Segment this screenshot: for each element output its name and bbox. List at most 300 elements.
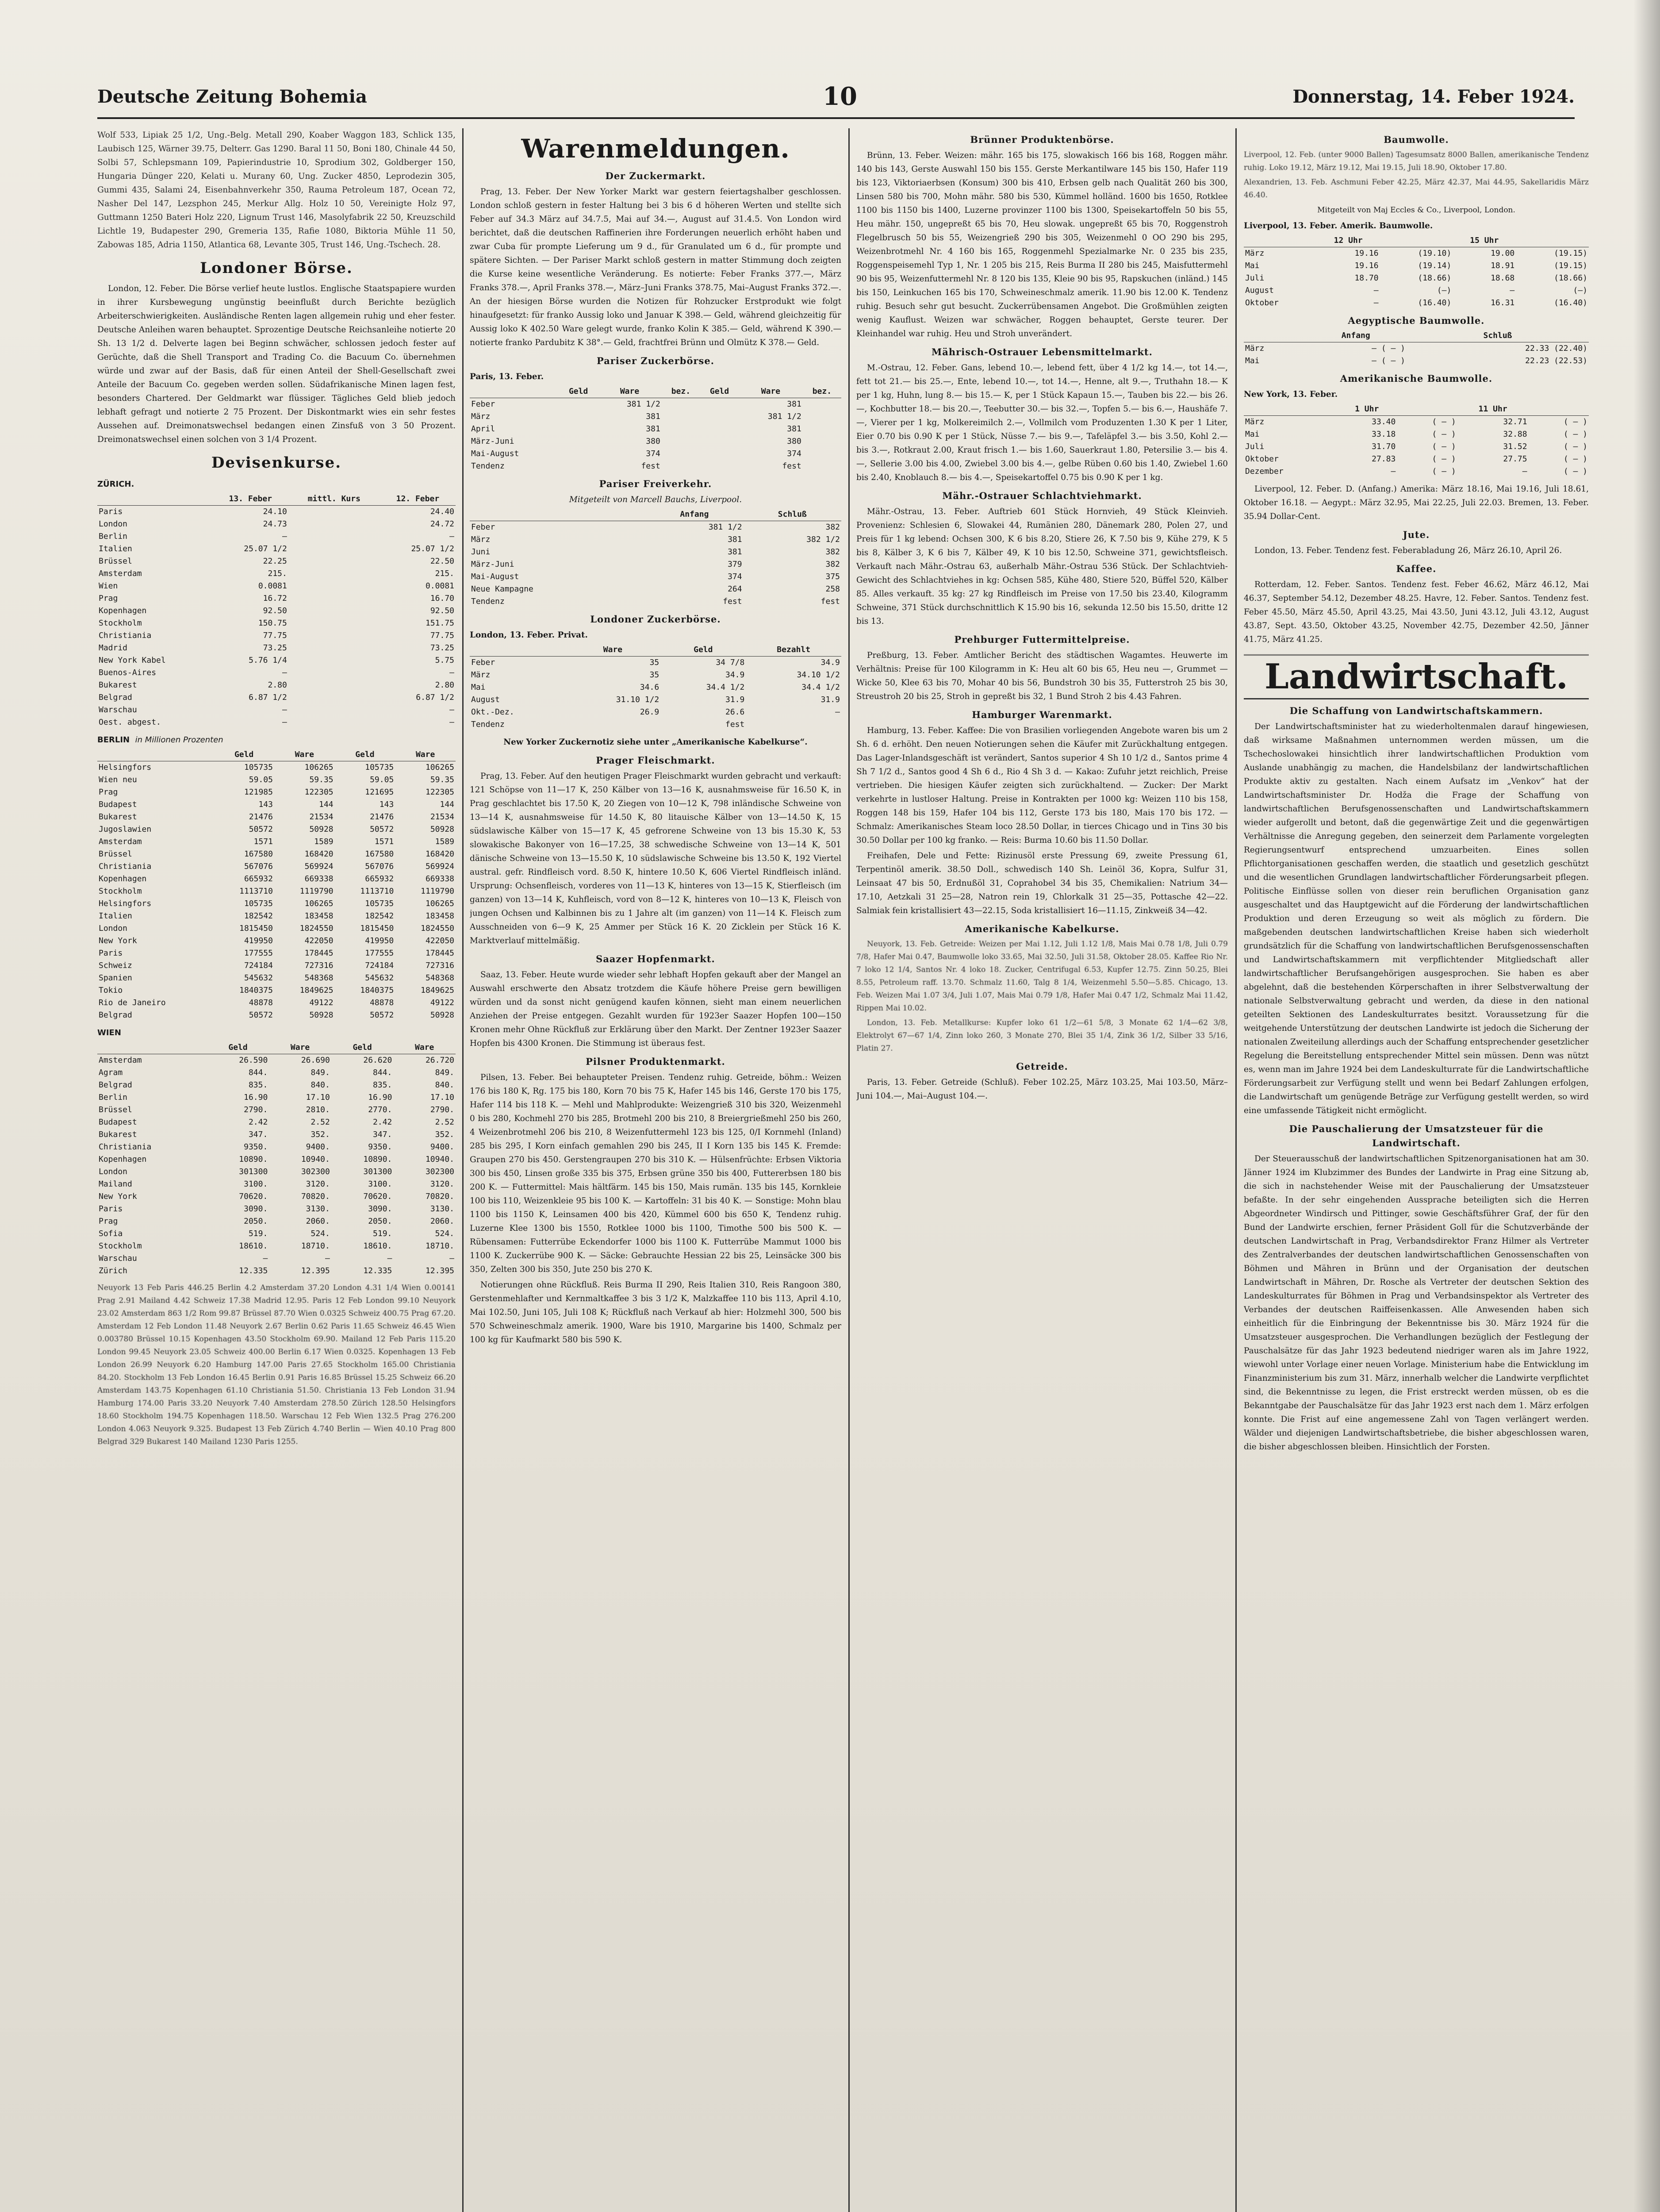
- liverpool-cotton-table: [1244, 234, 1589, 309]
- table-cell: 724184: [365, 961, 394, 970]
- table-cell: Belgrad: [99, 693, 132, 702]
- table-cell: 106265: [425, 763, 454, 772]
- table-cell: (16.40): [1418, 298, 1452, 307]
- table-cell: ( — ): [1563, 417, 1587, 426]
- table-cell: 302300: [301, 1167, 330, 1176]
- table-cell: 381: [646, 412, 660, 421]
- table-header-cell: Ware: [739, 385, 803, 398]
- paris-freight-row: [470, 583, 841, 595]
- table-cell: 59.35: [309, 775, 334, 784]
- table-cell: Brüssel: [99, 1105, 132, 1114]
- table-cell: 2790.: [244, 1105, 268, 1114]
- berlin-rate-row: [97, 885, 456, 898]
- table-cell: 2770.: [368, 1105, 392, 1114]
- table-cell: —: [1522, 467, 1527, 476]
- zurich-rate-row: [97, 506, 456, 518]
- agriculture-article: Der Landwirtschaftsminister hat zu wiederholtenmalen darauf hingewiesen, daß wirksame Maßnahmen unternommen werden müssen, um die Tschechoslowakei hinsichtlich ihrer landwirtschaftlichen Produktion vom Auslande unabhängig zu machen, die Handelsbilanz der landwirtschaftlichen Produkte aktiv zu gestalten. Nach einem Aufsatz im „Venkov“ hat der Landwirtschaftsminister Dr. Hodža die Frage der Schaffung von landwirtschaftlichen Berufsgenossenschaften und Landwirtschaftskammern wieder aufgerollt und betont, daß die gegenwärtige Zeit und die gegenwärtigen Verhältnisse die Anregung gegeben, den seinerzeit dem Parlamente vorgelegten Regierungsentwurf entsprechend umzuarbeiten. Eines sollen Pflichtorganisationen geschaffen werden, die staatlich und gesetzlich geschützt und die wesentlichen Grundlagen landwirtschaftlicher Förderungsarbeit pflegen. Politische Einflüsse sollen von dieser rein beruflichen Organisation ganz ausgeschaltet und das Hauptgewicht auf die Förderung der landwirtschaftlichen Produktion und deren Erzeugung so weit als möglich zu fördern. Die maßgebenden deutschen landwirtschaftlichen Kreise haben sich wiederholt grundsätzlich für die Schaffung von landwirtschaftlichen Berufsgenossenschaften und Landwirtschaftskammern mit verpflichtender Mitgliedschaft aller landwirtschaftlicher Berufsangehörigen ausgesprochen. Sie haben es aber abgelehnt, daß die bestehenden Körperschaften in ihrer Selbstverwaltung der nationale Selbstverwaltung gebracht und werden, da diese in den national geteilten Sektionen des Landeskulturrates besitzt. Voraussetzung für die weitgehende Unterstützung der deutschen Landwirte ist jedoch die Sicherung der nationalen Zweiteilung allerdings auch der Schaffung entsprechender gesetzlicher Regelung die Bereitstellung entsprechender Mittel sein müssen. Denn was nützt es, wenn man im Jahre 1924 bei dem Landeskulturrate für die Landwirtschaftliche Förderungsarbeit zur Verfügung stellt und wenn bei Bedarf Zahlungen erfolgen, die Landwirtschaft um genügende Beträge zur Verfügung gestellt werden, so wird eine umfassende Tätigkeit nicht ermöglicht.: [1244, 722, 1589, 1115]
- table-cell: —: [449, 705, 454, 714]
- table-cell: — ( — ): [1372, 344, 1405, 353]
- table-cell: 77.75: [263, 631, 287, 640]
- table-cell: 3120.: [306, 1179, 330, 1189]
- table-cell: fest: [725, 720, 745, 729]
- liverpool-cotton-report: Liverpool, 12. Feber. D. (Anfang.) Amerika: März 18.16, Mai 19.16, Juli 18.61, Oktober 16.18. — Aegypt.: März 32.95, Mai 22.25, Juli 22.03. Bremen, 13. Feber. 35.94 Dollar-Cent.: [1244, 484, 1589, 521]
- metals-report: London, 13. Feb. Metallkurse: Kupfer loko 61 1/2—61 5/8, 3 Monate 62 1/4—62 3/8, Elektrolyt 67—67 1/4, Zinn loko 260, 3 Monate 270, Blei 35 1/4, Zink 36 1/2, Silber 33 5/16, Platin 27.: [856, 1018, 1228, 1053]
- brno-exchange-heading: Brünner Produktenbörse.: [970, 134, 1114, 145]
- ny-cotton-row: [1244, 453, 1589, 465]
- table-cell: 48878: [249, 998, 273, 1007]
- table-cell: [565, 718, 661, 731]
- table-cell: [559, 411, 598, 423]
- table-cell: 143: [258, 800, 273, 809]
- table-cell: 178445: [425, 949, 454, 958]
- table-header-cell: Anfang: [645, 508, 743, 521]
- paris-sugar-row: [470, 460, 841, 472]
- table-header-cell: Geld: [207, 1041, 269, 1054]
- table-cell: [559, 460, 598, 472]
- table-cell: 26.620: [363, 1056, 392, 1065]
- table-cell: [288, 667, 380, 679]
- table-cell: [288, 518, 380, 530]
- table-cell: 182542: [365, 911, 394, 921]
- table-cell: 665932: [244, 874, 273, 883]
- table-cell: 524.: [435, 1229, 454, 1238]
- table-cell: 3090.: [244, 1204, 268, 1214]
- table-cell: 177555: [365, 949, 394, 958]
- table-cell: 16.70: [430, 594, 454, 603]
- table-cell: [803, 435, 841, 448]
- table-cell: 27.83: [1372, 454, 1396, 464]
- table-cell: 1113710: [360, 887, 394, 896]
- table-cell: 1849625: [299, 986, 334, 995]
- foreign-exchange-quotes: Neuyork 13 Feb Paris 446.25 Berlin 4.2 Amsterdam 37.20 London 4.31 1/4 Wien 0.00141 Prag 2.91 Mailand 4.42 Schweiz 17.38 Madrid 12.95. Paris 12 Feb London 99.10 Neuyork 23.02 Amsterdam 863 1/2 Rom 99.87 Brüssel 87.70 Wien 0.0325 Schweiz 400.75 Prag 67.20. Amsterdam 12 Feb London 11.48 Neuyork 2.67 Berlin 0.62 Paris 11.65 Schweiz 46.45 Wien 0.003780 Brüssel 10.15 Kopenhagen 43.50 Stockholm 69.90. Mailand 12 Feb Paris 115.20 London 99.45 Neuyork 23.05 Schweiz 400.00 Berlin 6.17 Wien 0.0325. Kopenhagen 13 Feb London 26.99 Neuyork 6.20 Hamburg 147.00 Paris 27.65 Stockholm 165.00 Christiania 84.20. Stockholm 13 Feb London 16.45 Berlin 0.91 Paris 16.85 Brüssel 15.25 Schweiz 66.20 Amsterdam 143.75 Kopenhagen 61.10 Christiania 51.50. Christiania 13 Feb London 31.94 Hamburg 174.00 Paris 33.20 Neuyork 7.40 Amsterdam 278.50 Zürich 128.50 Helsingfors 18.60 Stockholm 194.75 Kopenhagen 118.50. Warschau 12 Feb Wien 132.5 Prag 276.200 London 4.063 Neuyork 9.325. Budapest 13 Feb Zürich 4.740 Berlin — Wien 40.10 Prag 800 Belgrad 329 Bukarest 140 Mailand 1230 Paris 1255.: [97, 1283, 456, 1446]
- table-cell: [288, 642, 380, 654]
- berlin-rate-row: [97, 836, 456, 848]
- table-cell: 183458: [425, 911, 454, 921]
- berlin-title: BERLIN: [97, 735, 130, 745]
- table-cell: —: [835, 707, 840, 717]
- agriculture-section-title: Landwirtschaft.: [1244, 654, 1589, 699]
- brno-exchange-report: Brünn, 13. Feber. Weizen: mähr. 165 bis 175, slowakisch 166 bis 168, Roggen mähr. 140 bis 143, Gerste Auswahl 150 bis 155. Gerste Merkantilware 145 bis 150, Hafer 119 bis 123, Viktoriaerbsen (Konsum) 300 bis 410, Erbsen gelb nach Qualität 260 bis 300, Linsen 580 bis 700, Mohn mähr. 580 bis 530, Kümmel holländ. 1600 bis 1650, Rotklee 1100 bis 1150 bis 1400, Luzerne provinzer 1100 bis 1300, Speisekartoffeln 50 bis 55, Heu mähr. 150, ungepreßt 65 bis 70, Heu slowak. ungepreßt 65 bis 70, Roggenstroh Flegelbrusch 50 bis 55, Weizengrieß 290 bis 305, Weizenmehl 0 OO 290 bis 295, Weizenbrotmehl Nr. 4 160 bis 165, Roggenmehl Spezialmarke Nr. 0 235 bis 235, Roggenspeisemehl Typ 1, Nr. 1 205 bis 215, Reis Burma II 280 bis 245, Maisfuttermehl 90 bis 95, Weizenfuttermehl Nr. 8 120 bis 135, Kleie 90 bis 95, Rapskuchen (inländ.) 145 bis 150, Leinkuchen 165 bis 170, Schweineschmalz amerik. 11.90 bis 12.00 K. Tendenz ruhig. Besuch sehr gut besucht. Zuckerrübensamen Angebot. Die Großmühlen zeigten wenig Kauflust. Weizen war schwächer, Roggen behauptet, Gerste teurer. Der Kleinhandel war ruhig. Heu und Stroh unverändert.: [856, 151, 1228, 338]
- column-3: [856, 128, 1228, 2212]
- table-cell: 215.: [435, 569, 454, 578]
- table-cell: 301300: [239, 1167, 268, 1176]
- table-cell: 49122: [309, 998, 334, 1007]
- table-cell: März: [1245, 249, 1265, 258]
- table-cell: Prag: [99, 594, 118, 603]
- table-cell: [803, 411, 841, 423]
- table-cell: [288, 704, 380, 716]
- table-cell: 569924: [304, 862, 334, 871]
- table-header-cell: bez.: [803, 385, 841, 398]
- table-cell: fest: [723, 597, 742, 606]
- table-cell: —: [449, 718, 454, 727]
- table-cell: 168420: [425, 849, 454, 859]
- table-cell: 1849625: [421, 986, 454, 995]
- table-cell: 144: [319, 800, 334, 809]
- table-cell: 0.0081: [425, 581, 454, 591]
- zurich-rate-row: [97, 654, 456, 667]
- sugar-market-report: Prag, 13. Feber. Der New Yorker Markt war gestern feiertagshalber geschlossen. London schloß gestern in fester Haltung bei 3 bis 6 d höheren Werten und stellte sich Feber auf 34.3 März auf 34.7.5, Mai auf 34.—, August auf 31.4.5. Von London wird berichtet, daß die deutschen Raffinerien ihre Forderungen neuerlich erhöht haben und zwar Cuba für prompte Lieferung um 9 d., für Granulated um 6 d., für prompte und spätere Sichten. — Der Pariser Markt schloß gestern in matter Stimmung doch zeigten die Kurse keine wesentliche Veränderung. Es notierte: Feber Franks 377.—, März Franks 378.—, April Franks 378.—, März–Juni Franks 378.75, Mai–August Franks 372.—. An der hiesigen Börse wurden die Notizen für Rohzucker Erstprodukt wie folgt hinaufgesetzt: für franko Aussig loko und Januar K 398.— Geld, während gleichzeitig für Aussig loko K 402.50 Ware gelegt wurde, franko Kolin K 385.— Geld, während K 390.— notierte franko Pardubitz K 38°.— Geld, frachtfrei Brünn und Olmütz K 378.— Geld.: [470, 187, 841, 347]
- fodder-prices-report: Preßburg, 13. Feber. Amtlicher Bericht des städtischen Wagamtes. Heuwerte im Verhältnis: Preise für 100 Kilogramm in K: Heu alt 60 bis 65, Heu neu —, Grummet — Wicke 50, Klee 63 bis 70, Mohar 40 bis 56, Bundstroh 30 bis 35, Futterstroh 25 bis 30, Streustroh 20 bis 25, Stroh in gepreßt bis 32, 1 Bund Stroh 2 bis 4.43 Fahren.: [856, 651, 1228, 701]
- american-cable-heading: Amerikanische Kabelkurse.: [965, 923, 1119, 934]
- table-header-cell: Ware: [598, 385, 662, 398]
- table-cell: Amsterdam: [99, 837, 142, 846]
- table-cell: 382: [825, 560, 840, 569]
- wien-rate-row: [97, 1067, 456, 1079]
- table-cell: [662, 460, 700, 472]
- table-cell: Belgrad: [99, 1080, 132, 1090]
- table-header-cell: Ware: [274, 749, 335, 761]
- table-cell: fest: [782, 461, 801, 471]
- ny-cotton-row: [1244, 465, 1589, 478]
- table-cell: 1113710: [239, 887, 273, 896]
- london-exchange-heading: Londoner Börse.: [200, 259, 353, 277]
- table-cell: fest: [641, 461, 660, 471]
- berlin-rate-row: [97, 947, 456, 960]
- table-cell: 669338: [425, 874, 454, 883]
- paris-freight-row: [470, 595, 841, 608]
- table-header-cell: [1380, 234, 1453, 247]
- table-cell: 12.395: [425, 1266, 454, 1275]
- table-cell: 835.: [373, 1080, 392, 1090]
- table-cell: 167580: [244, 849, 273, 859]
- ostrava-food-report: M.-Ostrau, 12. Feber. Gans, lebend 10.—, lebend fett, über 4 1/2 kg 14.—, tot 14.—, fett tot 21.— bis 25.—, Ente, lebend 10.—, tot 14.—, Henne, alt 9.—, Truthahn 18.— K per 1 kg, Huhn, lung 8.— bis 15.— K, per 1 Stück Kapaun 15.—, Tauben bis 22.— bis 26.—, Kochbutter 18.— bis 20.—, Teebutter 30.— bis 32.—, Topfen 5.— bis 6.—, Haushäfe 7.—, Vierer per 1 kg, Molkereimilch 2.—, Vollmilch vom Produzenten 1.30 K per 1 Liter, Eier 0.70 bis 0.90 K per 1 Stück, Nüsse 7.— bis 9.—, Tafeläpfel 3.— bis 3.50, Kohl 2.— bis 3.—, Rotkraut 2.00, Kraut frisch 1.— bis 1.60, Sauerkraut 1.80, Petersilie 3.— bis 4.—, Sellerie 3.00 bis 4.00, Zwiebel 3.00 bis 4.—, gelbe Rüben 0.60 bis 1.40, Zwiebel 1.60 bis 2.40, Knoblauch 8.— bis 4.—, Speisekartoffel 0.75 bis 0.90 K per 1 kg.: [856, 363, 1228, 482]
- table-cell: Agram: [99, 1068, 123, 1077]
- zurich-rate-row: [97, 543, 456, 555]
- table-cell: Christiania: [99, 631, 152, 640]
- liverpool-cotton-note: Liverpool, 12. Feb. (unter 9000 Ballen) Tagesumsatz 8000 Ballen, amerikanische Tendenz ruhig. Loko 19.12, März 19.12, Mai 19.15, Juli 18.90, Oktober 17.80.: [1244, 150, 1589, 172]
- hops-market-heading: Saazer Hopfenmarkt.: [596, 953, 715, 964]
- table-header-cell: [470, 385, 559, 398]
- wien-rate-row: [97, 1190, 456, 1203]
- meat-market-heading: Prager Fleischmarkt.: [596, 755, 715, 766]
- table-cell: 70620.: [239, 1192, 268, 1201]
- table-header-cell: 12 Uhr: [1317, 234, 1380, 247]
- table-cell: —: [1373, 298, 1379, 307]
- table-cell: Brüssel: [99, 849, 132, 859]
- paris-sugar-date: Paris, 13. Feber.: [470, 372, 544, 381]
- ny-sugar-note: New Yorker Zuckernotiz siehe unter „Amerikanische Kabelkurse“.: [503, 737, 808, 747]
- wien-rate-row: [97, 1091, 456, 1104]
- table-cell: London: [99, 924, 128, 933]
- table-cell: Stockholm: [99, 1241, 142, 1251]
- table-cell: (19.10): [1418, 249, 1452, 258]
- table-cell: April: [471, 424, 495, 434]
- zurich-rate-row: [97, 642, 456, 654]
- table-cell: 1119790: [421, 887, 454, 896]
- paris-freight-heading: Pariser Freiverkehr.: [599, 478, 712, 489]
- table-cell: 18.70: [1354, 273, 1379, 283]
- table-cell: ( — ): [1432, 417, 1456, 426]
- table-cell: [803, 460, 841, 472]
- table-cell: 18610.: [363, 1241, 392, 1251]
- table-cell: 34.9: [820, 658, 840, 667]
- liverpool-cotton-row: [1244, 247, 1589, 260]
- table-cell: 2060.: [306, 1217, 330, 1226]
- berlin-rates-table: [97, 749, 456, 1022]
- table-cell: —: [1373, 286, 1379, 295]
- table-header-cell: Ware: [269, 1041, 331, 1054]
- table-cell: [662, 398, 700, 411]
- table-cell: 548368: [425, 973, 454, 983]
- table-cell: Berlin: [99, 532, 128, 541]
- paris-freight-row: [470, 546, 841, 558]
- table-cell: (—): [1573, 286, 1587, 295]
- table-header-cell: bez.: [662, 385, 700, 398]
- liverpool-cotton-row: [1244, 284, 1589, 297]
- table-cell: 22.23 (22.53): [1525, 356, 1587, 365]
- zurich-rate-row: [97, 716, 456, 729]
- table-cell: 35: [649, 658, 659, 667]
- table-cell: [700, 460, 739, 472]
- table-header-cell: [97, 493, 213, 506]
- table-cell: 22.33 (22.40): [1525, 344, 1587, 353]
- table-cell: 16.72: [263, 594, 287, 603]
- table-cell: Italien: [99, 544, 132, 553]
- table-cell: 177555: [244, 949, 273, 958]
- table-cell: Italien: [99, 911, 132, 921]
- paris-freight-note: Mitgeteilt von Marcell Bauchs, Liverpool.: [569, 495, 742, 504]
- table-cell: [700, 411, 739, 423]
- london-sugar-row: [470, 681, 841, 694]
- column-rule: [848, 128, 850, 2212]
- table-cell: 19.16: [1354, 261, 1379, 270]
- table-cell: Juli: [1245, 273, 1265, 283]
- table-cell: 569924: [425, 862, 454, 871]
- zurich-rate-row: [97, 580, 456, 592]
- berlin-rate-row: [97, 860, 456, 873]
- berlin-rate-row: [97, 1009, 456, 1022]
- table-header-cell: [1516, 234, 1589, 247]
- table-cell: 50572: [249, 825, 273, 834]
- table-cell: Tendenz: [471, 597, 505, 606]
- table-cell: Paris: [99, 949, 123, 958]
- table-cell: Belgrad: [99, 1010, 132, 1020]
- table-cell: New York: [99, 936, 137, 945]
- table-cell: 2050.: [368, 1217, 392, 1226]
- wien-rate-row: [97, 1141, 456, 1153]
- table-cell: 31.9: [820, 695, 840, 704]
- table-cell: 3130.: [430, 1204, 454, 1214]
- table-cell: 2790.: [430, 1105, 454, 1114]
- table-cell: 0.0081: [258, 581, 287, 591]
- ny-cotton-row: [1244, 441, 1589, 453]
- zurich-rate-row: [97, 667, 456, 679]
- egypt-cotton-heading: Aegyptische Baumwolle.: [1348, 315, 1485, 326]
- ny-cotton-date: New York, 13. Feber.: [1244, 390, 1338, 399]
- wien-table-title: WIEN: [97, 1028, 121, 1037]
- egypt-cotton-row: [1244, 355, 1589, 367]
- table-cell: 1815450: [239, 924, 273, 933]
- berlin-rate-row: [97, 774, 456, 786]
- table-cell: Helsingfors: [99, 763, 152, 772]
- column-rule: [1235, 128, 1237, 2212]
- table-header-cell: Geld: [660, 644, 746, 657]
- table-cell: Oktober: [1245, 454, 1279, 464]
- table-cell: ( — ): [1563, 430, 1587, 439]
- table-cell: 10890.: [239, 1155, 268, 1164]
- slaughter-market-report: Mähr.-Ostrau, 13. Feber. Auftrieb 601 Stück Hornvieh, 49 Stück Kleinvieh. Provenienz: Schlesien 6, Slowakei 44, Rumänien 280, Dänemark 280, Polen 27, und Preis für 1 kg lebend: Ochsen 300, K 6 bis 8.20, Stiere 26, K 7.50 bis 9, Kühe 279, K 5 bis 8, Kälber 3, K 6 bis 7, Kälber 49, K 10 bis 12.50, Schweine 371, gewichtsfleisch. Verkauft nach Mähr.-Ostrau 63, außerhalb Mähr.-Ostrau 536 Stück. Der Schlachtvieh-Gewicht des Schlachtviehes in kg: Ochsen 585, Kühe 480, Stiere 520, Büffel 520, Kälber 85. Alles verkauft. 35 kg: 27 kg Rindfleisch im Preise von 17.50 bis 23.40, Kilogramm Schweine, 371 Stück durchschnittlich K 15.90 bis 16, sekunda 12.50 bis 15.50, dritte 12 bis 13.: [856, 507, 1228, 626]
- table-cell: 50572: [249, 1010, 273, 1020]
- table-cell: 92.50: [430, 606, 454, 615]
- table-cell: 70820.: [301, 1192, 330, 1201]
- zurich-rate-row: [97, 592, 456, 605]
- coffee-report: Rotterdam, 12. Feber. Santos. Tendenz fest. Feber 46.62, März 46.12, Mai 46.37, September 54.12, Dezember 48.25. Havre, 12. Feber. Santos. Tendenz fest. Feber 45.50, März 45.50, April 43.25, Mai 43.50, Juni 43.12, Juli 43.12, August 43.87, Sept. 43.50, Oktober 43.25, November 42.75, Dezember 42.50, Jänner 41.75, März 41.25.: [1244, 580, 1589, 644]
- table-header-cell: [470, 508, 645, 521]
- hamburg-market-report-2: Freihafen, Dele und Fette: Rizinusöl erste Pressung 69, zweite Pressung 61, Terpentinöl amerik. 38.50 Doll., schwedisch 140 Sh. Leinöl 36, Kopra, Sulfur 31, Leinsaat 47 bis 50, Erdnußöl 31, Coprahobel 34 bis 35, Chemikalien: Natrium 34—17.10, Aetzkali 31 25—28, Natron rein 19, Chlorkalk 31 25—35, Pottasche 42—22. Salmiak fein kristallisiert 43—22.15, Soda kristallisiert 16—11.15, Zinkweiß 34—42.: [856, 851, 1228, 915]
- liverpool-table-title: Liverpool, 13. Feber. Amerik. Baumwolle.: [1244, 221, 1433, 230]
- berlin-rate-row: [97, 984, 456, 997]
- paris-freight-row: [470, 534, 841, 546]
- table-cell: 21534: [309, 812, 334, 822]
- ostrava-food-heading: Mährisch-Ostrauer Lebensmittelmarkt.: [932, 346, 1153, 357]
- table-cell: [559, 398, 598, 411]
- table-cell: 105735: [365, 899, 394, 908]
- table-header-cell: Schluß: [744, 508, 841, 521]
- table-cell: 379: [728, 560, 742, 569]
- table-cell: 2.42: [248, 1118, 268, 1127]
- zurich-rate-row: [97, 555, 456, 568]
- table-cell: 6.87 1/2: [416, 693, 454, 702]
- table-cell: Juli: [1245, 442, 1265, 451]
- table-cell: 375: [825, 572, 840, 581]
- table-cell: ( — ): [1432, 467, 1456, 476]
- table-cell: 34.4 1/2: [706, 683, 745, 692]
- table-header-cell: Geld: [335, 749, 395, 761]
- table-cell: 381: [787, 399, 801, 409]
- table-cell: 302300: [425, 1167, 454, 1176]
- coffee-heading: Kaffee.: [1396, 563, 1437, 574]
- table-cell: 50928: [309, 1010, 334, 1020]
- fodder-prices-heading: Prehburger Futtermittelpreise.: [954, 634, 1130, 645]
- table-cell: 9400.: [306, 1142, 330, 1152]
- liverpool-cotton-row: [1244, 272, 1589, 284]
- table-cell: 34.4 1/2: [801, 683, 840, 692]
- table-cell: 21476: [370, 812, 394, 822]
- berlin-rate-row: [97, 799, 456, 811]
- jute-report: London, 13. Feber. Tendenz fest. Feberabladung 26, März 26.10, April 26.: [1254, 546, 1562, 555]
- table-cell: —: [282, 705, 287, 714]
- table-cell: —: [387, 1254, 392, 1263]
- table-cell: New York Kabel: [99, 656, 166, 665]
- table-cell: 844.: [373, 1068, 392, 1077]
- table-cell: 18.68: [1491, 273, 1515, 283]
- table-cell: 70820.: [425, 1192, 454, 1201]
- table-cell: 1824550: [421, 924, 454, 933]
- wien-rate-row: [97, 1166, 456, 1178]
- tax-article: Der Steuerausschuß der landwirtschaftlichen Spitzenorganisationen hat am 30. Jänner 1924 im Klubzimmer des Bundes der Landwirte in Prag eine Sitzung ab, die sich in nachstehender Weise mit der Pauschalierung der Umsatzsteuer befaßte. In der sehr eingehenden Aussprache beteiligten sich die Herren Abgeordneter Windirsch und Pittinger, sowie Geschäftsführer Graf, der für den Bund der Landwirte erschien, ferner Präsident Goll für die Schutzverbände der deutschen Landwirtschaft in Prag, Verbandsdirektor Franz Hilmer als Vertreter des Zentralverbandes der deutschen landwirtschaftlichen Genossenschaften von Böhmen und Mähren in Brünn und der Organisation der deutschen Landwirtschaft in Mähren, Dr. Rosche als Vertreter der deutschen Sektion des Landeskulturrates für Böhmen in Prag und Verbandsinspektor als Vertreter des Verbandes der deutschen Raiffeisenkassen. Alle Anwesenden haben sich einheitlich für die Einbringung der Bekenntnisse bis 30. März 1924 für die Umsatzsteuer ausgesprochen. Die Verhandlungen bezüglich der Festlegung der Pauschalsätze für das Jahr 1923 bedeutend niedriger waren als im Jahre 1922, wiewohl unter Vorlage einer neuen Vorlage. Ministerium habe die Entwicklung im Finanzministerium bis zum 31. März, innerhalb welcher die Landwirte verpflichtet sind, die Bekenntnisse zu legen, die Frist erstreckt werden müssen, ob es die Bekanntgabe der Pauschalsätze für das Jahr 1923 erst nach dem 1. März erfolgen konnte. Die Frist auf eine angemessene Zahl von Tagen verlängert werden. Wälder und diejenigen Landwirtschaftsbetriebe, die bisher abgeschlossen waren, die bisher abgeschlossen bleiben. Hinsichtlich der Forsten.: [1244, 1154, 1589, 1452]
- table-cell: 25.07 1/2: [411, 544, 454, 553]
- table-header-cell: Geld: [331, 1041, 394, 1054]
- zurich-rate-row: [97, 568, 456, 580]
- table-cell: März: [471, 535, 491, 544]
- zurich-rate-row: [97, 679, 456, 691]
- table-cell: August: [471, 695, 500, 704]
- table-cell: 150.75: [258, 618, 287, 628]
- table-cell: [559, 423, 598, 435]
- table-header-cell: 12. Feber: [380, 493, 456, 506]
- wien-rate-row: [97, 1215, 456, 1228]
- section-title-commodities: Warenmeldungen.: [521, 134, 790, 164]
- table-header-cell: Ware: [565, 644, 661, 657]
- liverpool-cotton-row: [1244, 297, 1589, 309]
- table-cell: [662, 435, 700, 448]
- table-cell: 151.75: [425, 618, 454, 628]
- zurich-rate-row: [97, 617, 456, 630]
- table-header-cell: Geld: [700, 385, 739, 398]
- table-cell: 3130.: [306, 1204, 330, 1214]
- zurich-rates-table: [97, 493, 456, 729]
- table-cell: 422050: [425, 936, 454, 945]
- table-cell: 25.07 1/2: [244, 544, 287, 553]
- table-header-cell: Bezahlt: [746, 644, 841, 657]
- table-header-cell: Geld: [559, 385, 598, 398]
- table-cell: Oktober: [1245, 298, 1279, 307]
- masthead: [97, 82, 1575, 119]
- table-cell: Dezember: [1245, 467, 1284, 476]
- table-cell: 215.: [268, 569, 287, 578]
- table-cell: 548368: [304, 973, 334, 983]
- table-cell: 9350.: [244, 1142, 268, 1152]
- table-cell: [288, 691, 380, 704]
- hamburg-market-heading: Hamburger Warenmarkt.: [972, 709, 1112, 720]
- table-cell: Paris: [99, 1204, 123, 1214]
- table-header-cell: [97, 1041, 207, 1054]
- berlin-rate-row: [97, 972, 456, 984]
- table-cell: 50928: [309, 825, 334, 834]
- table-cell: 840.: [311, 1080, 330, 1090]
- table-cell: März-Juni: [471, 437, 514, 446]
- table-cell: 24.73: [263, 519, 287, 529]
- table-cell: 2050.: [244, 1217, 268, 1226]
- table-cell: [803, 423, 841, 435]
- wien-rate-row: [97, 1116, 456, 1129]
- column-2: [470, 128, 841, 2212]
- london-sugar-row: [470, 657, 841, 669]
- table-cell: [288, 530, 380, 543]
- table-cell: [288, 592, 380, 605]
- liverpool-source-note: Mitgeteilt von Maj Eccles & Co., Liverpool, London.: [1317, 206, 1515, 215]
- table-cell: 59.05: [370, 775, 394, 784]
- table-cell: Sofia: [99, 1229, 123, 1238]
- table-cell: Budapest: [99, 800, 137, 809]
- table-cell: Bukarest: [99, 1130, 137, 1139]
- berlin-rate-row: [97, 823, 456, 836]
- liverpool-cotton-row: [1244, 260, 1589, 272]
- table-cell: [559, 448, 598, 460]
- table-cell: 167580: [365, 849, 394, 859]
- table-cell: —: [282, 668, 287, 677]
- zurich-rate-row: [97, 605, 456, 617]
- table-cell: 381: [728, 547, 742, 557]
- berlin-rate-row: [97, 922, 456, 935]
- table-cell: 2.80: [435, 680, 454, 690]
- table-cell: 92.50: [263, 606, 287, 615]
- column-4: [1244, 128, 1589, 2212]
- table-cell: Warschau: [99, 705, 137, 714]
- table-header-cell: [1244, 330, 1305, 342]
- hamburg-market-report: Hamburg, 13. Feber. Kaffee: Die von Brasilien vorliegenden Angebote waren bis um 2 Sh. 6 d. erhöht. Den neuen Notierungen sehen die Käufer mit Zurückhaltung entgegen. Das Lager-Inlandsgeschäft ist verändert, Santos superior 4 Sh 10 1/2 d., Santos prime 4 Sh 7 1/2 d., Santos good 4 Sh 6 d., Rio 4 Sh 3 d. — Kakao: Zufuhr jetzt reichlich, Preise vertrieben. Die hiesigen Käufer zeigten sich zurückhaltend. — Zucker: Der Markt verkehrte in lustloser Haltung. Preise in Kontrakten per 1000 kg: Weizen 110 bis 158, Roggen 148 bis 159, Hafer 104 bis 112, Gerste 173 bis 180, Mais 170 bis 172. — Schmalz: Amerikanisches Steam loco 28.50 Dollar, in tierces Chicago und in Tins 30 bis 30.50 Dollar per 100 kg franko. — Reis: Burma 10.60 bis 11.50 Dollar.: [856, 726, 1228, 845]
- table-cell: Spanien: [99, 973, 132, 983]
- table-header-cell: [1244, 234, 1317, 247]
- table-cell: 12.395: [301, 1266, 330, 1275]
- paris-freight-row: [470, 558, 841, 571]
- paris-sugar-table: [470, 385, 841, 472]
- table-cell: 17.10: [430, 1093, 454, 1102]
- table-cell: London: [99, 519, 128, 529]
- table-cell: 122305: [304, 787, 334, 797]
- table-cell: 50572: [370, 825, 394, 834]
